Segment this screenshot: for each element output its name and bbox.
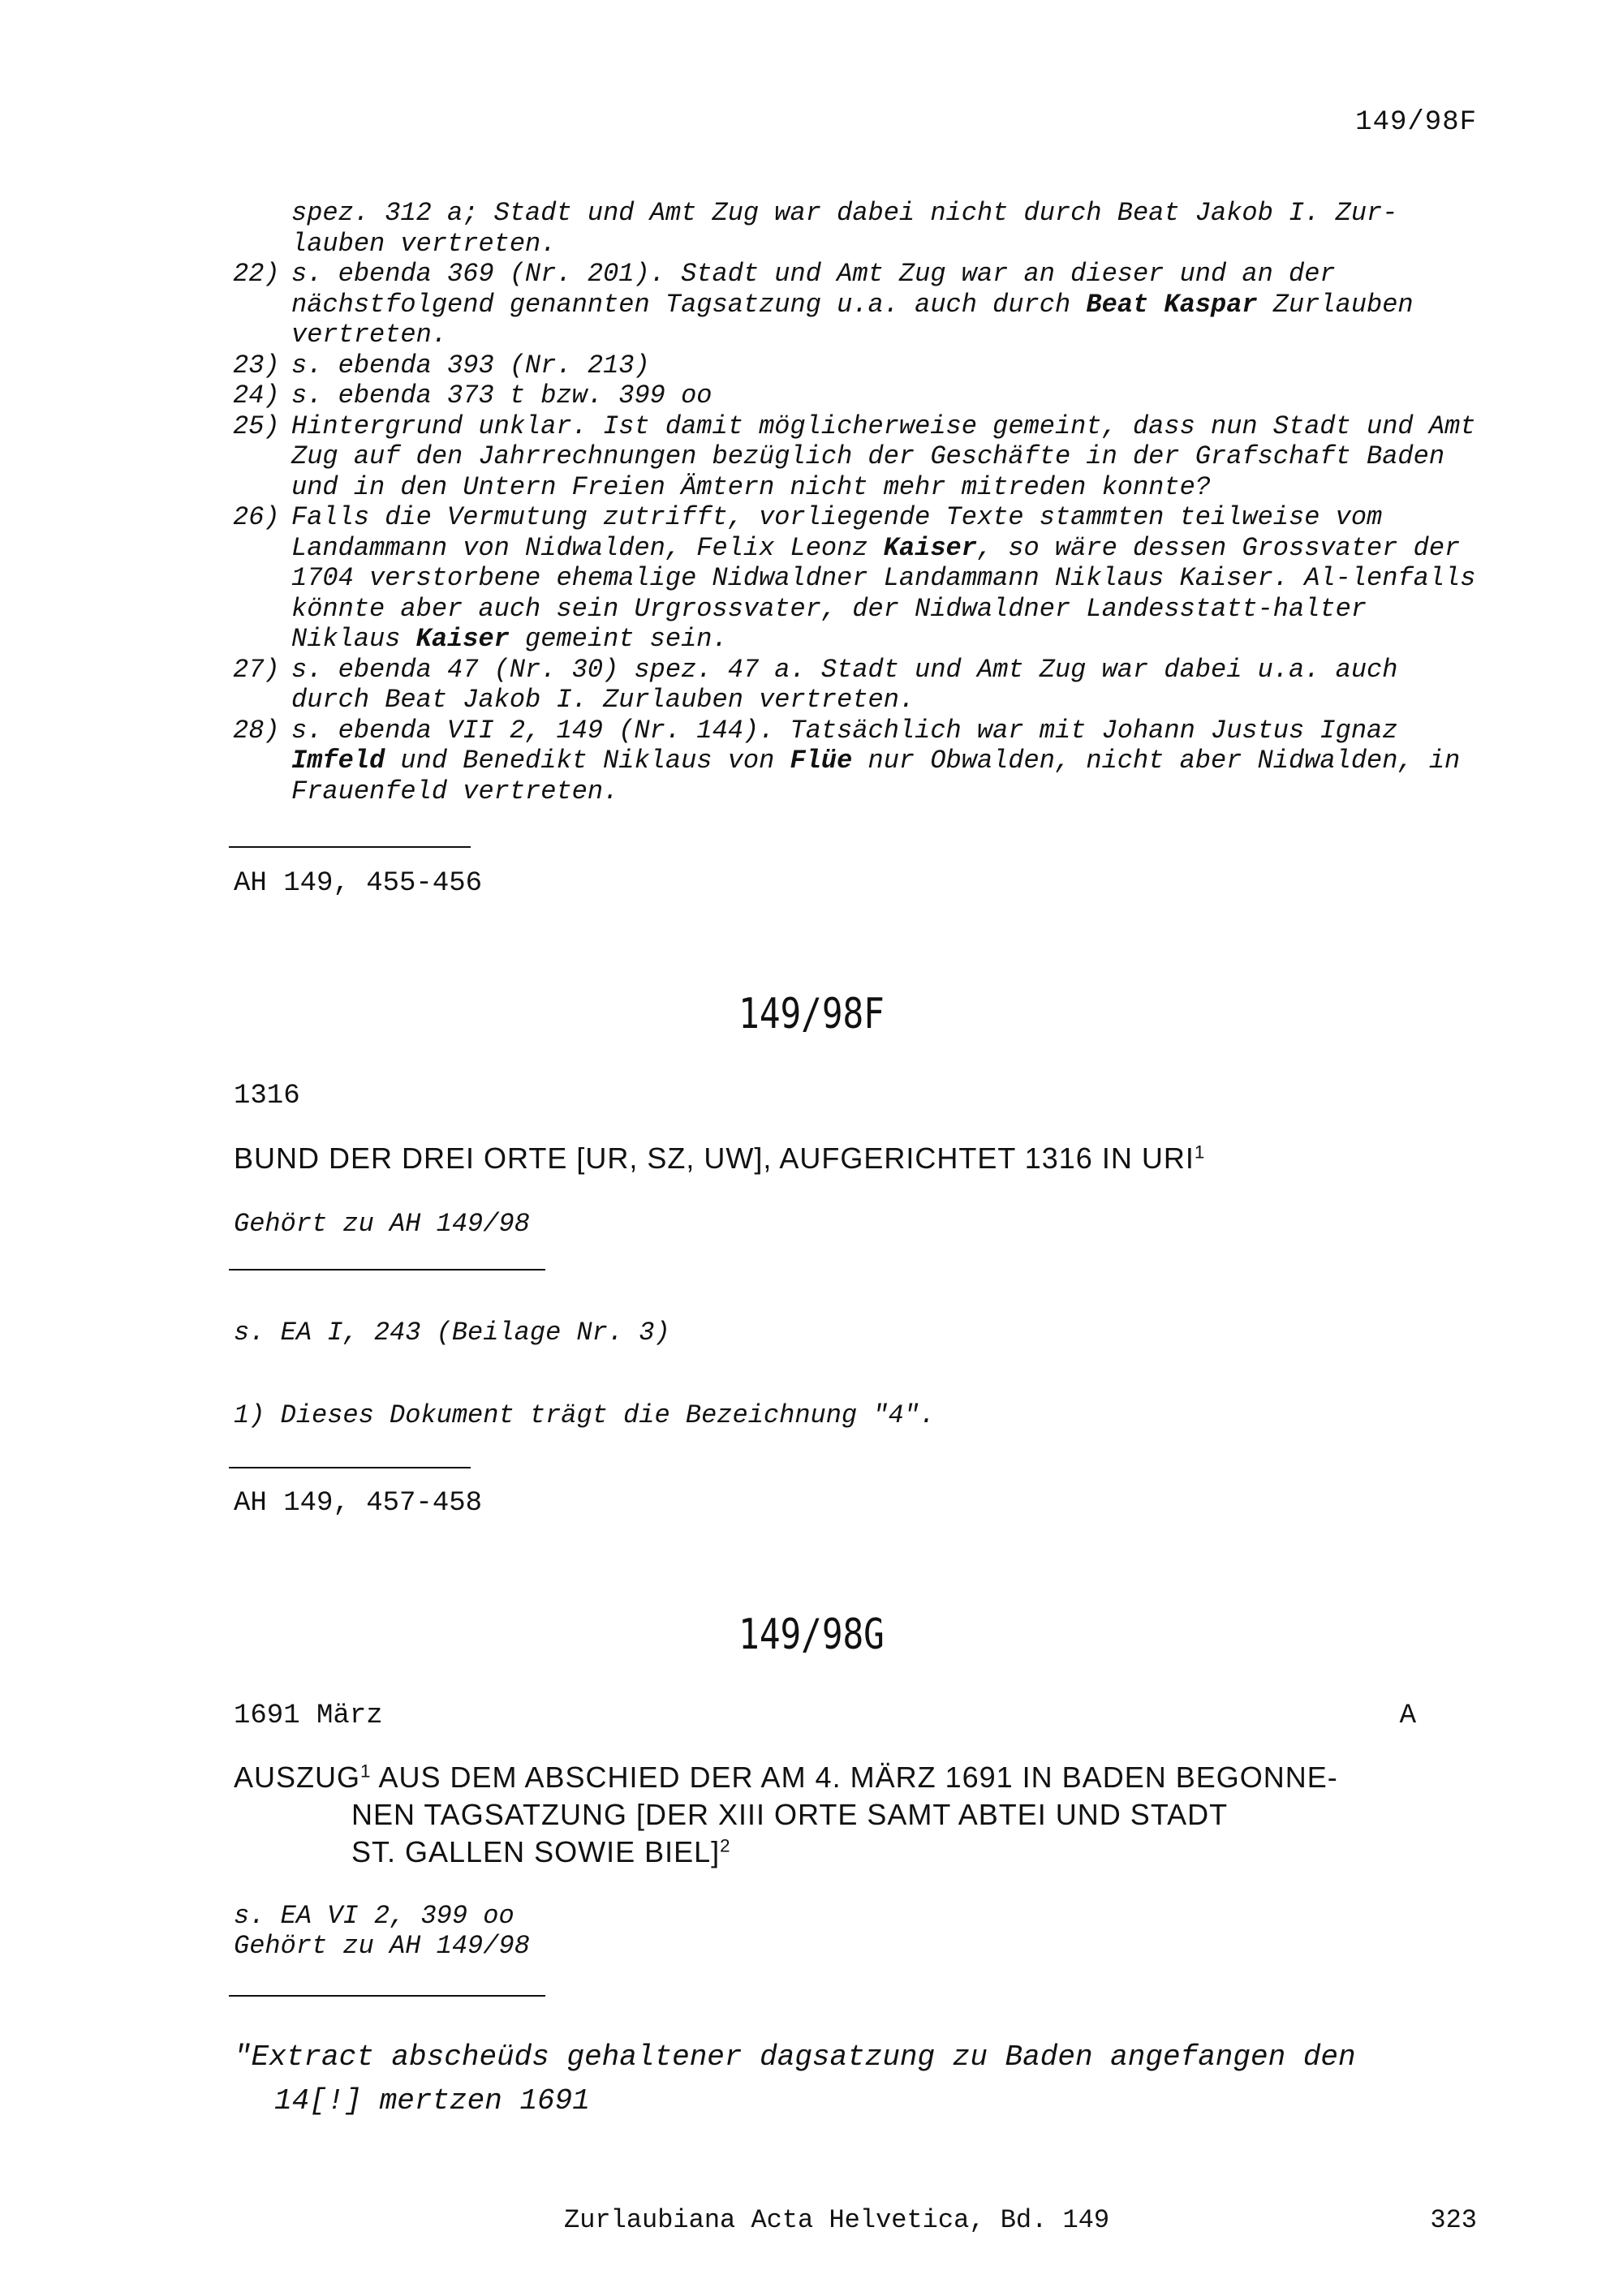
footnote-text: Hintergrund unklar. Ist damit möglicherweise gemeint, dass nun Stadt und Amt Zug auf den Jahrrechnungen bezüglich der Geschäfte in der Grafschaft Baden und in den Untern Freien Ämtern nicht mehr mitreden konnte? [291,411,1476,502]
footnote-text: s. ebenda 47 (Nr. 30) spez. 47 a. Stadt und Amt Zug war dabei u.a. auch durch Beat Jakob I. Zurlauben vertreten. [291,654,1398,715]
footnote-number: 26) [233,502,280,532]
footnote-item [233,502,1483,655]
belongs-to-note: Gehört zu AH 149/98 [234,1931,530,1961]
page-header: 149/98F [1355,107,1477,138]
footnote-number: 24) [233,381,280,411]
footnote-text: s. ebenda 369 (Nr. 201). Stadt und Amt Zug war an dieser und an der nächstfolgend genannten Tagsatzung u.a. auch durch Beat Kaspar Zurlauben vertreten. [291,259,1414,350]
separator-rule [229,1269,545,1271]
separator-rule [229,846,471,848]
document-variant-label: A [1399,1701,1416,1731]
footnotes [233,198,1483,806]
belongs-to-note: Gehört zu AH 149/98 [234,1209,530,1239]
footnote-number: 25) [233,411,280,441]
document-heading: AUSZUG$^1$ AUS DEM ABSCHIED DER AM 4. MÄRZ 1691 IN BADEN BEGONNE- NEN TAGSATZUNG [DER XIII ORTE SAMT ABTEI UND STADT ST. GALLEN SOWIE BIEL]$^2$ [234,1761,1338,1868]
footnote-text: Falls die Vermutung zutrifft, vorliegende Texte stammten teilweise vom Landammann von Nidwalden, Felix Leonz Kaiser, so wäre dessen Grossvater der 1704 verstorbene ehemalige Nidwaldner Landammann Niklaus Kaiser. Al-lenfalls könnte aber auch sein Urgrossvater, der Nidwaldner Landesstatt-halter Niklaus Kaiser gemeint sein. [291,502,1476,654]
document-date: 1691 März [234,1701,383,1731]
footnote-text: s. ebenda VII 2, 149 (Nr. 144). Tatsächlich war mit Johann Justus Ignaz Imfeld und Benedikt Niklaus von Flüe nur Obwalden, nicht aber Nidwalden, in Frauenfeld vertreten. [291,715,1461,806]
footnote-item [233,350,1483,381]
footnote-item [233,655,1483,716]
footnote-text: s. ebenda 373 t bzw. 399 oo [291,381,712,411]
document-date: 1316 [234,1081,300,1111]
document-footnote: 1) Dieses Dokument trägt die Bezeichnung "4". [234,1400,936,1430]
source-reference: s. EA I, 243 (Beilage Nr. 3) [234,1318,670,1348]
footnote-number: 28) [233,715,280,746]
document-title: 149/98G [738,1610,885,1659]
document-heading: BUND DER DREI ORTE [UR, SZ, UW], AUFGERICHTET 1316 IN URI$^1$ [234,1142,1206,1175]
archive-reference: AH 149, 457-458 [234,1488,483,1519]
footnote-text: s. ebenda 393 (Nr. 213) [291,350,650,381]
footer-page-number: 323 [1430,2205,1477,2235]
footnote-number: 23) [233,350,280,381]
source-reference: s. EA VI 2, 399 oo [234,1901,514,1931]
footer-publication: Zurlaubiana Acta Helvetica, Bd. 149 [564,2205,1110,2235]
separator-rule [229,1467,471,1468]
footnote-number: 22) [233,259,280,289]
footnote-item [233,259,1483,350]
separator-rule [229,1995,545,1997]
footnote-number: 27) [233,654,280,685]
archive-reference: AH 149, 455-456 [234,868,483,899]
quoted-text: "Extract abscheüds gehaltener dagsatzung zu Baden angefangen den 14[!] mertzen 1691 [234,2040,1356,2118]
footnote-text: spez. 312 a; Stadt und Amt Zug war dabei nicht durch Beat Jakob I. Zur- [291,198,1398,228]
footnote-item [233,411,1483,503]
document-title: 149/98F [738,990,885,1038]
footnote-item [233,716,1483,807]
footnote-text: lauben vertreten. [291,228,557,259]
footnote-item [233,381,1483,411]
footnote-item [233,198,1483,259]
